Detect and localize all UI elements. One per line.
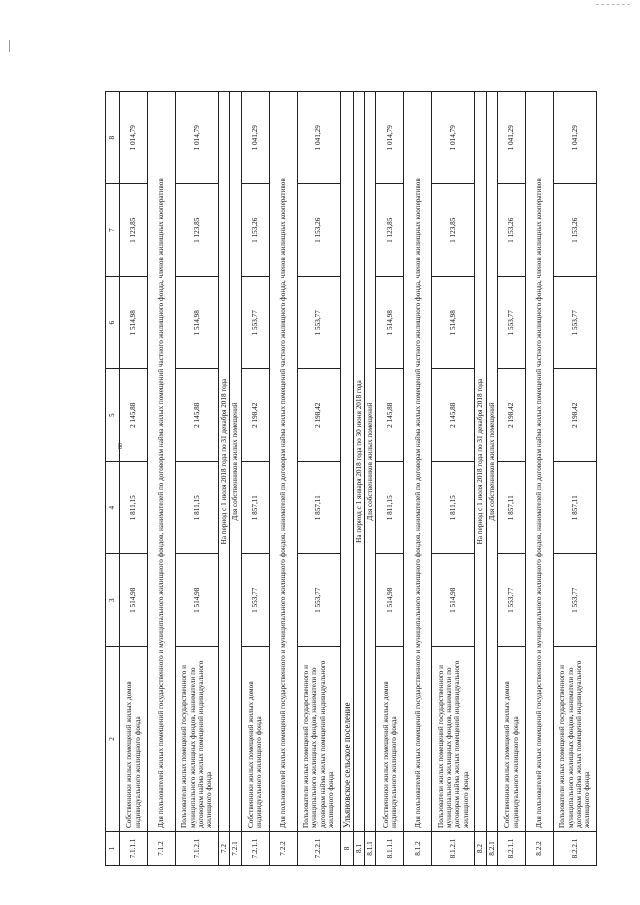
tariff-row <box>297 92 340 866</box>
tariff-value: 1 123,85 <box>176 184 219 277</box>
section-heading-row <box>340 92 353 866</box>
section-title: Ульяновское сельское поселение <box>340 92 353 832</box>
row-code: 8 <box>340 832 353 866</box>
tariff-value: 1 811,15 <box>120 462 148 555</box>
tariff-value: 1 123,85 <box>120 184 148 277</box>
period-heading-row <box>486 92 497 866</box>
tariff-value: 1 553,77 <box>241 554 269 647</box>
tariff-value: 1 014,79 <box>376 92 404 185</box>
category-row <box>526 92 554 866</box>
period-heading-row <box>475 92 486 866</box>
tariff-value: 1 514,98 <box>176 554 219 647</box>
tariff-value: 1 153,26 <box>498 184 526 277</box>
row-code: 8.1 <box>353 832 364 866</box>
tariff-row <box>241 92 269 866</box>
period-heading-row <box>230 92 241 866</box>
period-title: На период с 1 января 2018 года по 30 июня 2018 года <box>353 92 364 832</box>
tariff-value: 1 153,26 <box>554 184 597 277</box>
row-code: 7.1.2.1 <box>176 832 219 866</box>
tariff-value: 2 145,88 <box>432 369 475 462</box>
tariff-value: 1 514,98 <box>432 277 475 370</box>
tariff-row <box>176 92 219 866</box>
period-title: Для собственников жилых помещений <box>486 92 497 832</box>
tariff-value: 2 198,42 <box>297 369 340 462</box>
row-label: Собственники жилых помещений жилых домов индивидуального жилищного фонда <box>241 647 269 832</box>
tariff-value: 1 014,79 <box>120 92 148 185</box>
tariff-value: 2 198,42 <box>554 369 597 462</box>
category-title: Для пользователей жилых помещений государственного и муниципального жилищного фондов, нанимателей по договорам найма жилых помещений частного жилищного фонда, членов жилищных кооперативов <box>269 92 297 832</box>
row-code: 7.2.2 <box>269 832 297 866</box>
period-title: На период с 1 июля 2018 года по 31 декабря 2018 года <box>475 92 486 832</box>
category-title: Для пользователей жилых помещений государственного и муниципального жилищного фондов, нанимателей по договорам найма жилых помещений частного жилищного фонда, членов жилищных кооперативов <box>148 92 176 832</box>
row-code: 8.1.1 <box>365 832 376 866</box>
tariff-value: 1 514,98 <box>432 554 475 647</box>
row-code: 7.2 <box>219 832 230 866</box>
period-title: На период с 1 июля 2018 года по 31 декабря 2018 года <box>219 92 230 832</box>
row-code: 7.2.2.1 <box>297 832 340 866</box>
tariff-value: 1 123,85 <box>376 184 404 277</box>
row-label: Собственники жилых помещений жилых домов индивидуального жилищного фонда <box>498 647 526 832</box>
row-code: 8.2.2 <box>526 832 554 866</box>
scan-edge-mark <box>9 40 10 52</box>
tariff-row <box>554 92 597 866</box>
category-title: Для пользователей жилых помещений государственного и муниципального жилищного фондов, нанимателей по договорам найма жилых помещений частного жилищного фонда, членов жилищных кооперативов <box>404 92 432 832</box>
row-code: 8.1.1.1 <box>376 832 404 866</box>
tariff-value: 1 514,98 <box>120 554 148 647</box>
tariff-value: 1 041,29 <box>554 92 597 185</box>
row-code: 8.1.2 <box>404 832 432 866</box>
column-number-row <box>106 92 120 866</box>
row-code: 7.2.1.1 <box>241 832 269 866</box>
column-number: 4 <box>106 462 120 555</box>
category-row <box>404 92 432 866</box>
column-number: 3 <box>106 554 120 647</box>
category-title: Для пользователей жилых помещений государственного и муниципального жилищного фондов, нанимателей по договорам найма жилых помещений частного жилищного фонда, членов жилищных кооперативов <box>526 92 554 832</box>
scan-corner-mark <box>596 4 630 6</box>
tariff-value: 1 811,15 <box>376 462 404 555</box>
tariff-value: 1 553,77 <box>554 277 597 370</box>
tariff-value: 1 553,77 <box>554 554 597 647</box>
tariff-value: 1 153,26 <box>297 184 340 277</box>
tariff-value: 1 041,29 <box>297 92 340 185</box>
tariff-value: 1 514,98 <box>376 277 404 370</box>
row-code: 8.2 <box>475 832 486 866</box>
period-title: Для собственников жилых помещений <box>230 92 241 832</box>
tariff-value: 1 514,98 <box>376 554 404 647</box>
row-code: 7.1.1.1 <box>120 832 148 866</box>
row-code: 8.2.1.1 <box>498 832 526 866</box>
tariff-value: 1 014,79 <box>176 92 219 185</box>
column-number: 1 <box>106 832 120 866</box>
row-code: 7.2.1 <box>230 832 241 866</box>
tariff-value: 1 514,98 <box>120 277 148 370</box>
tariff-value: 1 553,77 <box>297 277 340 370</box>
tariff-row <box>120 92 148 866</box>
period-heading-row <box>365 92 376 866</box>
row-code: 8.2.2.1 <box>554 832 597 866</box>
tariff-value: 1 153,26 <box>241 184 269 277</box>
tariff-value: 2 145,88 <box>176 369 219 462</box>
row-label: Собственники жилых помещений жилых домов индивидуального жилищного фонда <box>376 647 404 832</box>
column-number: 7 <box>106 184 120 277</box>
tariff-value: 1 553,77 <box>498 554 526 647</box>
row-label: Собственники жилых помещений жилых домов индивидуального жилищного фонда <box>120 647 148 832</box>
tariff-value: 1 811,15 <box>432 462 475 555</box>
tariff-value: 1 123,85 <box>432 184 475 277</box>
row-code: 8.1.2.1 <box>432 832 475 866</box>
tariff-value: 1 014,79 <box>432 92 475 185</box>
rotated-table-container <box>105 91 592 866</box>
tariff-value: 2 145,88 <box>376 369 404 462</box>
period-title: Для собственников жилых помещений <box>365 92 376 832</box>
row-label: Пользователи жилых помещений государственного и муниципального жилищных фондов, наниматели по договорам найма жилых помещений индивидуального жилищного фонда <box>432 647 475 832</box>
tariff-value: 1 041,29 <box>241 92 269 185</box>
column-number: 2 <box>106 647 120 832</box>
column-number: 5 <box>106 369 120 462</box>
row-code: 8.2.1 <box>486 832 497 866</box>
tariff-value: 1 553,77 <box>297 554 340 647</box>
tariff-value: 2 198,42 <box>241 369 269 462</box>
tariff-value: 1 857,11 <box>297 462 340 555</box>
tariff-row <box>376 92 404 866</box>
tariff-value: 1 857,11 <box>241 462 269 555</box>
column-number: 8 <box>106 92 120 185</box>
tariff-value: 1 811,15 <box>176 462 219 555</box>
category-row <box>148 92 176 866</box>
row-code: 7.1.2 <box>148 832 176 866</box>
row-label: Пользователи жилых помещений государственного и муниципального жилищных фондов, наниматели по договорам найма жилых помещений индивидуального жилищного фонда <box>297 647 340 832</box>
tariff-row <box>432 92 475 866</box>
period-heading-row <box>353 92 364 866</box>
tariff-value: 2 198,42 <box>498 369 526 462</box>
period-heading-row <box>219 92 230 866</box>
tariff-value: 1 857,11 <box>498 462 526 555</box>
row-label: Пользователи жилых помещений государственного и муниципального жилищных фондов, наниматели по договорам найма жилых помещений индивидуального жилищного фонда <box>554 647 597 832</box>
tariff-value: 1 041,29 <box>498 92 526 185</box>
row-label: Пользователи жилых помещений государственного и муниципального жилищных фондов, наниматели по договорам найма жилых помещений индивидуального жилищного фонда <box>176 647 219 832</box>
tariff-row <box>498 92 526 866</box>
tariff-value: 2 145,88 <box>120 369 148 462</box>
tariff-value: 1 553,77 <box>498 277 526 370</box>
tariff-table-body <box>106 92 597 866</box>
page-number: 80 <box>118 443 124 449</box>
tariff-table <box>105 91 597 866</box>
tariff-value: 1 857,11 <box>554 462 597 555</box>
tariff-value: 1 553,77 <box>241 277 269 370</box>
column-number: 6 <box>106 277 120 370</box>
category-row <box>269 92 297 866</box>
tariff-value: 1 514,98 <box>176 277 219 370</box>
